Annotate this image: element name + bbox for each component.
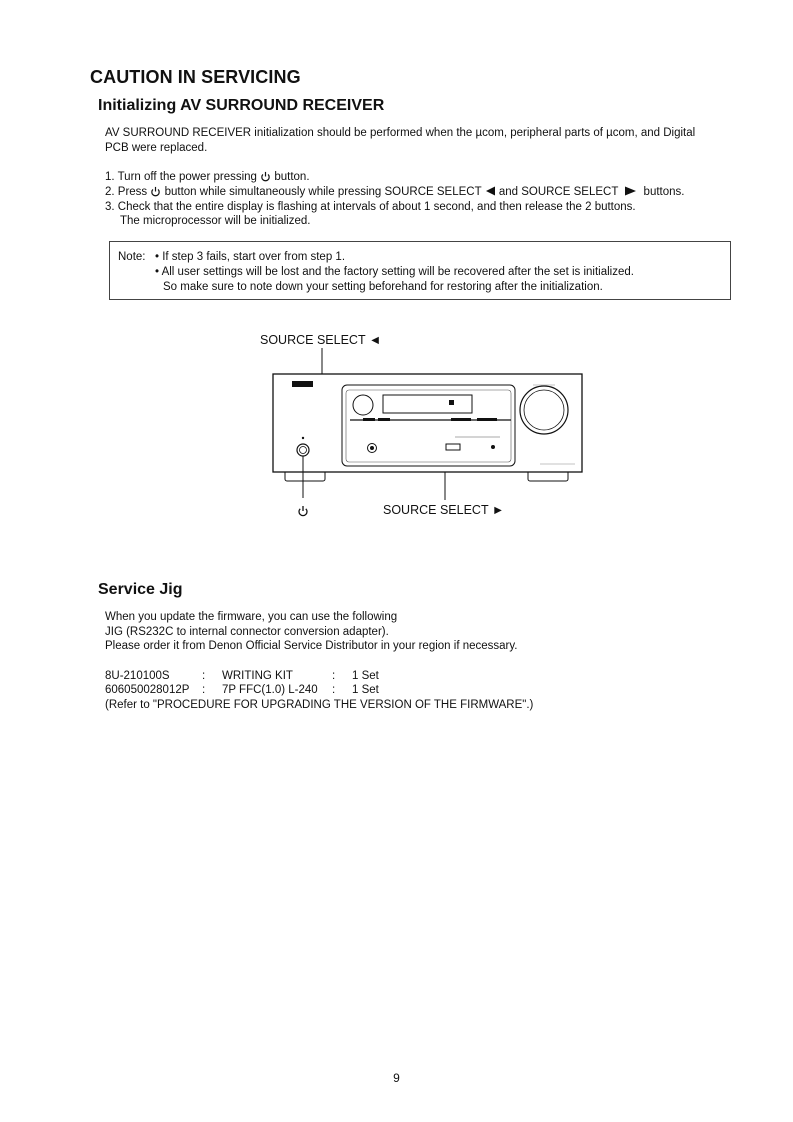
power-button [297, 444, 309, 456]
power-icon [260, 171, 271, 182]
step-2 [105, 185, 684, 200]
note-bullet-1: • If step 3 fails, start over from step 1. [155, 251, 346, 263]
power-icon [150, 186, 161, 197]
hdmi-port [446, 444, 460, 450]
page-number: 9 [393, 1071, 400, 1085]
triangle-left-icon [485, 186, 496, 196]
step-2-text-a: 2. Press [105, 186, 148, 198]
step-1-text-b: button. [274, 171, 310, 183]
jig-kit-table [105, 669, 379, 697]
init-heading: Initializing AV SURROUND RECEIVER [98, 97, 385, 114]
separator: : [332, 670, 336, 682]
note-bullet-2: • All user settings will be lost and the factory setting will be recovered after the set is initialized. [155, 266, 634, 278]
step-2-text-b: button while simultaneously while pressing SOURCE SELECT [164, 186, 482, 198]
service-jig-heading: Service Jig [98, 581, 183, 598]
separator: : [202, 684, 206, 696]
volume-knob [520, 386, 568, 434]
init-intro-line1: AV SURROUND RECEIVER initialization should be performed when the µcom, peripheral parts of µcom, and Digital [105, 127, 696, 139]
part-number: 606050028012P [105, 684, 190, 696]
step-1 [105, 170, 310, 185]
part-qty: 1 Set [352, 670, 379, 682]
source-select-right-label: SOURCE SELECT ► [383, 503, 505, 517]
part-name: 7P FFC(1.0) L-240 [222, 684, 318, 696]
part-number: 8U-210100S [105, 670, 170, 682]
step-1-text-a: 1. Turn off the power pressing [105, 171, 257, 183]
panel-button [477, 418, 497, 421]
panel-knob [353, 395, 373, 415]
standby-led [302, 437, 304, 439]
source-select-left-button [363, 418, 375, 421]
table-row [105, 683, 379, 697]
jig-refer: (Refer to "PROCEDURE FOR UPGRADING THE VERSION OF THE FIRMWARE".) [105, 699, 534, 711]
separator: : [332, 684, 336, 696]
panel-button [451, 418, 471, 421]
step-3-line2: The microprocessor will be initialized. [120, 215, 311, 227]
separator: : [202, 670, 206, 682]
receiver-illustration [255, 340, 595, 525]
init-intro-line2: PCB were replaced. [105, 142, 208, 154]
note-bullet-2-cont: So make sure to note down your setting beforehand for restoring after the initialization. [163, 281, 603, 293]
source-select-left-label: SOURCE SELECT ◄ [260, 333, 382, 347]
part-name: WRITING KIT [222, 670, 293, 682]
headphone-jack-core [370, 446, 374, 450]
setup-mic-jack [491, 445, 495, 449]
jig-line2: JIG (RS232C to internal connector conversion adapter). [105, 626, 389, 638]
jig-line3: Please order it from Denon Official Service Distributor in your region if necessary. [105, 640, 518, 652]
power-icon [299, 506, 307, 516]
part-qty: 1 Set [352, 684, 379, 696]
triangle-right-icon [624, 186, 637, 196]
step-3-line1: 3. Check that the entire display is flashing at intervals of about 1 second, and then release the 2 buttons. [105, 201, 636, 213]
denon-logo [292, 381, 313, 387]
jig-line1: When you update the firmware, you can use the following [105, 611, 398, 623]
table-row [105, 669, 379, 683]
source-select-right-button [378, 418, 390, 421]
step-2-text-d: buttons. [643, 186, 685, 198]
note-label: Note: [118, 251, 146, 263]
section-title: CAUTION IN SERVICING [90, 67, 301, 87]
display-indicator [449, 400, 454, 405]
display-window [383, 395, 472, 413]
step-2-text-c: and SOURCE SELECT [498, 186, 619, 198]
